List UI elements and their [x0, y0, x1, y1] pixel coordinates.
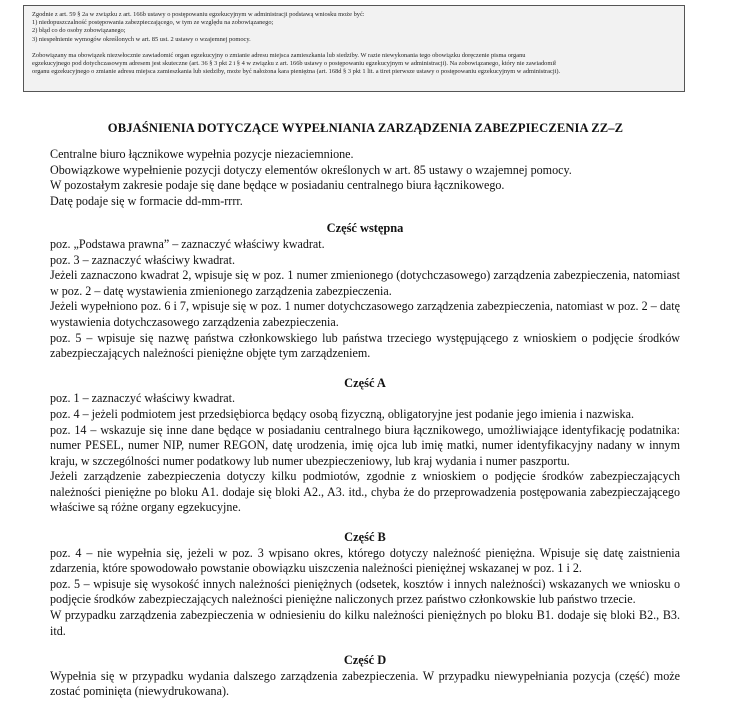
- section-paragraph: Wypełnia się w przypadku wydania dalszego zarządzenia zabezpieczenia. W przypadku niewypełniania pozycja (część) może zostać pominięta (niewydrukowana).: [50, 668, 680, 699]
- notice-line: 2) błąd co do osoby zobowiązanego;: [32, 27, 126, 35]
- notice-line: 1) niedopuszczalność postępowania zabezpieczającego, w tym ze względu na zobowiązanego;: [32, 19, 274, 27]
- section-paragraph: poz. 4 – nie wypełnia się, jeżeli w poz. 3 wpisano okres, którego dotyczy należność pieniężna. Wpisuje się datę zaistnienia zdarzenia, które spowodowało powstanie obowiązku uiszczenia należności pieniężnej wskazanej w poz. 1 i 2.: [50, 545, 680, 576]
- section-paragraph: poz. 1 – zaznaczyć właściwy kwadrat.: [50, 391, 236, 406]
- section-paragraph: poz. 4 – jeżeli podmiotem jest przedsiębiorca będący osobą fizyczną, obligatoryjne jest podanie jego imienia i nazwiska.: [50, 406, 634, 421]
- section-wstepna: [50, 221, 680, 361]
- notice-line: Zobowiązany ma obowiązek niezwłocznie zawiadomić organ egzekucyjny o zmianie adresu miejsca zamieszkania lub siedziby. W razie niewykonania tego obowiązku doręczenie pisma organu: [32, 51, 526, 59]
- section-heading: Część wstępna: [326, 221, 404, 236]
- section-b: [50, 530, 680, 639]
- section-paragraph: poz. 5 – wpisuje się wysokość innych należności pieniężnych (odsetek, kosztów i innych należności) wskazanych we wniosku o podjęcie środków zabezpieczających należności pieniężne naliczonych przez państwo członkowskie lub państwo trzecie.: [50, 576, 680, 607]
- section-paragraph: poz. 14 – wskazuje się inne dane będące w posiadaniu centralnego biura łącznikowego, umożliwiające identyfikację podatnika: numer PESEL, numer NIP, numer REGON, datę urodzenia, imię ojca lub imię matki, numer identyfikacyjny nadany w innym kraju, w szczególności numer podatkowy lub numer ubezpieczeniowy, lub kraj wydania i numer paszportu.: [50, 422, 680, 468]
- section-d: [50, 653, 680, 700]
- section-paragraph: Jeżeli zaznaczono kwadrat 2, wpisuje się w poz. 1 numer zmienionego (dotychczasowego) zarządzenia zabezpieczenia, natomiast w poz. 2 – datę wystawienia zmienionego zarządzenia zabezpieczenia.: [50, 268, 680, 298]
- intro-line: Centralne biuro łącznikowe wypełnia pozycje niezaciemnione.: [50, 147, 354, 161]
- section-paragraph: W przypadku zarządzenia zabezpieczenia w odniesieniu do kilku należności pieniężnych po bloku B1. dodaje się bloki B2., B3. itd.: [50, 608, 680, 638]
- section-paragraph: Jeżeli zarządzenie zabezpieczenia dotyczy kilku podmiotów, zgodnie z wnioskiem o podjęcie środków zabezpieczających należności pieniężne po bloku A1. dodaje się bloki A2., A3. itd., chyba że do przeprowadzenia postępowania zabezpieczającego właściwe są różne organy egzekucyjne.: [50, 469, 680, 515]
- legal-notice-box: [23, 5, 685, 92]
- document-body: [50, 147, 680, 700]
- intro-block: [50, 147, 680, 209]
- document-title: OBJAŚNIENIA DOTYCZĄCE WYPEŁNIANIA ZARZĄDZENIA ZABEZPIECZENIA ZZ–Z: [107, 121, 624, 135]
- notice-line: 3) niespełnienie wymogów określonych w art. 85 ust. 2 ustawy o wzajemnej pomocy.: [32, 35, 251, 43]
- intro-line: W pozostałym zakresie podaje się dane będące w posiadaniu centralnego biura łącznikowego.: [50, 178, 505, 193]
- section-heading: Część B: [344, 530, 386, 545]
- section-paragraph: poz. 3 – zaznaczyć właściwy kwadrat.: [50, 252, 236, 267]
- section-paragraph: poz. 5 – wpisuje się nazwę państwa członkowskiego lub państwa trzeciego występującego z wnioskiem o podjęcie środków zabezpieczających należności pieniężne objęte tym zarządzeniem.: [50, 330, 680, 361]
- intro-line: Datę podaje się w formacie dd-mm-rrrr.: [50, 193, 243, 208]
- section-heading: Część D: [343, 653, 387, 668]
- section-paragraph: Jeżeli wypełniono poz. 6 i 7, wpisuje się w poz. 1 numer dotychczasowego zarządzenia zabezpieczenia, natomiast w poz. 2 – datę wystawienia dotychczasowego zarządzenia zabezpieczenia.: [50, 299, 680, 329]
- section-heading: Część A: [344, 375, 386, 390]
- section-a: [50, 376, 680, 516]
- intro-line: Obowiązkowe wypełnienie pozycji dotyczy elementów określonych w art. 85 ustawy o wzajemnej pomocy.: [50, 162, 572, 177]
- notice-line: organu egzekucyjnego o zmianie adresu miejsca zamieszkania lub siedziby, może być nałożona kara pieniężna (art. 168d § 3 pkt 1 lit. a tiret pierwsze ustawy o postępowaniu egzekucyjnym w administracji).: [32, 68, 561, 76]
- section-paragraph: poz. „Podstawa prawna” – zaznaczyć właściwy kwadrat.: [50, 236, 325, 251]
- notice-line: Zgodnie z art. 59 § 2a w związku z art. 166b ustawy o postępowaniu egzekucyjnym w administracji podstawą wniosku może być:: [32, 11, 365, 18]
- notice-line: egzekucyjnego pod dotychczasowym adresem jest skuteczne (art. 36 § 3 pkt 2 i § 4 w związku z art. 166b ustawy o postępowaniu egzekucyjnym w administracji). Na zobowiązanego, który nie zawiadomił: [32, 60, 556, 68]
